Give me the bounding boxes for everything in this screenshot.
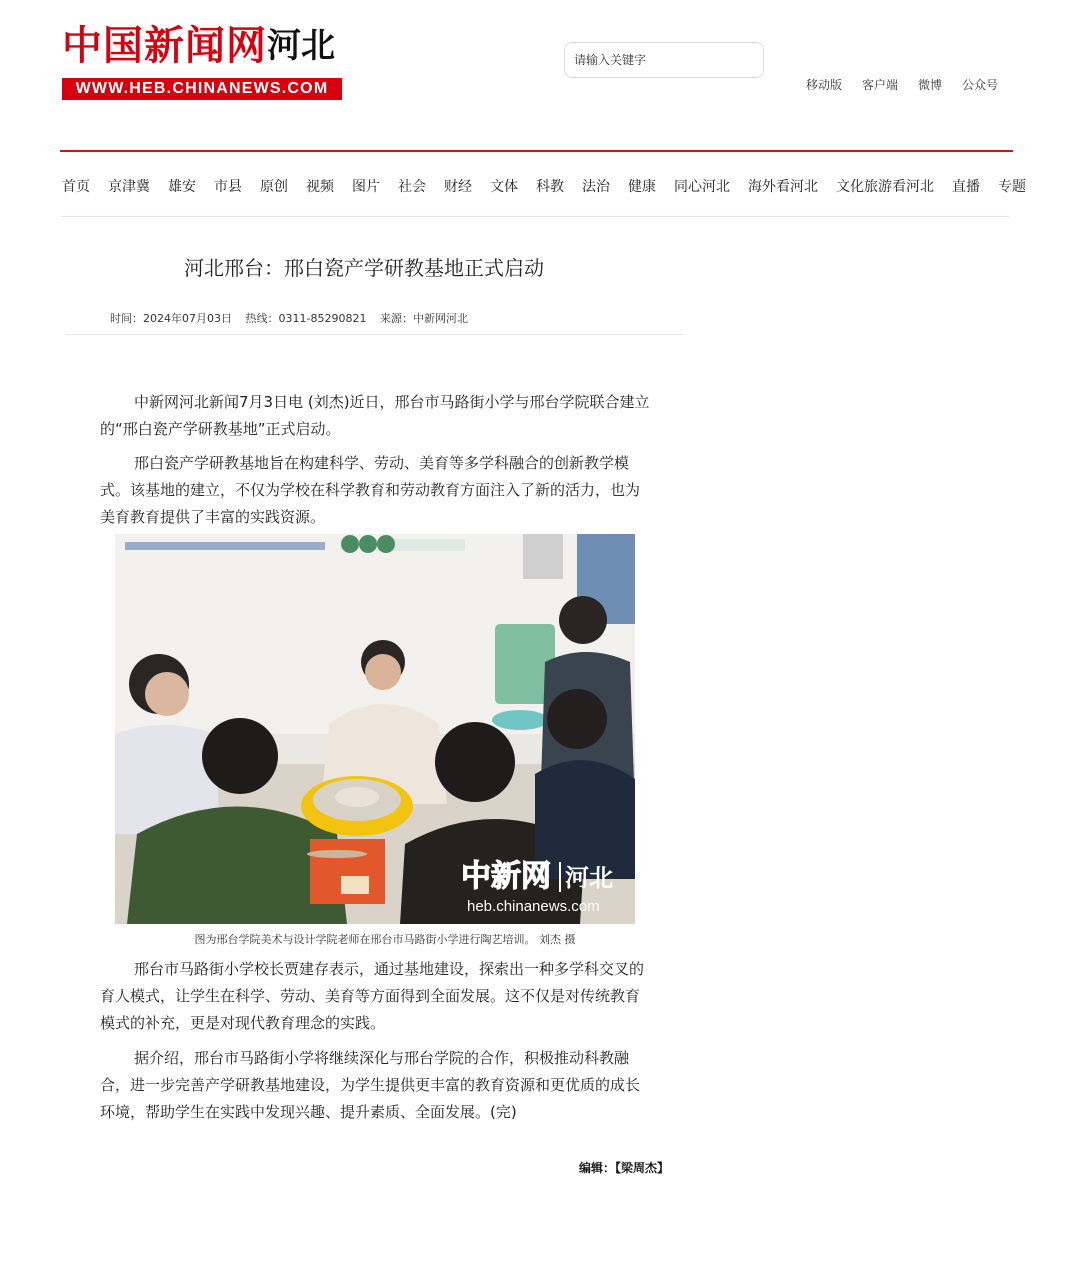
article-hotline: 热线：0311-85290821 bbox=[245, 312, 367, 325]
article-time: 时间：2024年07月03日 bbox=[110, 312, 232, 325]
nav-item[interactable]: 原创 bbox=[260, 179, 288, 195]
logo-url: WWW.HEB.CHINANEWS.COM bbox=[62, 78, 342, 100]
nav-item[interactable]: 科教 bbox=[536, 179, 564, 195]
nav-item[interactable]: 直播 bbox=[952, 179, 980, 195]
article-paragraph: 据介绍，邢台市马路街小学将继续深化与邢台学院的合作，积极推动科教融合，进一步完善产学研教基地建设，为学生提供更丰富的教育资源和更优质的成长环境，帮助学生在实践中发现兴趣、提升素质、全面发展。(完) bbox=[100, 1049, 641, 1121]
main-nav bbox=[62, 176, 1026, 196]
site-logo[interactable] bbox=[62, 22, 344, 102]
nav-item[interactable]: 首页 bbox=[62, 179, 90, 195]
nav-item[interactable]: 视频 bbox=[306, 179, 334, 195]
top-link-mobile[interactable]: 移动版 bbox=[806, 78, 843, 92]
article-source: 来源：中新网河北 bbox=[379, 312, 468, 325]
search-input[interactable] bbox=[564, 42, 764, 78]
svg-text:中新网: 中新网 bbox=[461, 859, 551, 894]
nav-item[interactable]: 同心河北 bbox=[674, 179, 730, 195]
nav-item[interactable]: 文化旅游看河北 bbox=[836, 179, 934, 195]
nav-item[interactable]: 文体 bbox=[490, 179, 518, 195]
top-link-wechat[interactable]: 公众号 bbox=[962, 78, 999, 92]
nav-item[interactable]: 雄安 bbox=[168, 179, 196, 195]
photo-watermark bbox=[461, 859, 613, 915]
top-link-weibo[interactable]: 微博 bbox=[918, 78, 943, 92]
nav-item[interactable]: 法治 bbox=[582, 179, 610, 195]
nav-item[interactable]: 市县 bbox=[214, 179, 242, 195]
nav-item[interactable]: 海外看河北 bbox=[748, 179, 818, 195]
nav-item[interactable]: 专题 bbox=[998, 179, 1026, 195]
header-divider bbox=[60, 150, 1013, 152]
article-paragraph: 邢台市马路街小学校长贾建存表示，通过基地建设，探索出一种多学科交叉的育人模式，让学生在科学、劳动、美育等方面得到全面发展。这不仅是对传统教育模式的补充，更是对现代教育理念的实践。 bbox=[100, 960, 645, 1032]
article-meta bbox=[110, 310, 478, 326]
nav-item[interactable]: 健康 bbox=[628, 179, 656, 195]
nav-item[interactable]: 社会 bbox=[398, 179, 426, 195]
logo-chinanews: 中国新闻网 bbox=[62, 22, 267, 69]
article-paragraph: 中新网河北新闻7月3日电 (刘杰)近日，邢台市马路街小学与邢台学院联合建立的“邢白瓷产学研教基地”正式启动。 bbox=[100, 393, 650, 438]
article-paragraph: 邢白瓷产学研教基地旨在构建科学、劳动、美育等多学科融合的创新教学模式。该基地的建立，不仅为学校在科学教育和劳动教育方面注入了新的活力，也为美育教育提供了丰富的实践资源。 bbox=[100, 454, 641, 526]
nav-item[interactable]: 财经 bbox=[444, 179, 472, 195]
article-editor: 编辑：【梁周杰】 bbox=[579, 1161, 670, 1175]
svg-text:heb.chinanews.com: heb.chinanews.com bbox=[467, 898, 600, 915]
article-title: 河北邢台：邢白瓷产学研教基地正式启动 bbox=[184, 256, 544, 280]
svg-text:河北: 河北 bbox=[565, 864, 613, 892]
logo-region: 河北 bbox=[267, 26, 335, 66]
meta-divider bbox=[66, 334, 683, 335]
top-links bbox=[806, 76, 998, 93]
nav-divider bbox=[62, 216, 1009, 217]
photo-caption: 图为邢台学院美术与设计学院老师在邢台市马路街小学进行陶艺培训。 刘杰 摄 bbox=[194, 933, 576, 946]
top-link-client[interactable]: 客户端 bbox=[862, 78, 899, 92]
nav-item[interactable]: 图片 bbox=[352, 179, 380, 195]
nav-item[interactable]: 京津冀 bbox=[108, 179, 150, 195]
article-photo bbox=[115, 534, 635, 924]
